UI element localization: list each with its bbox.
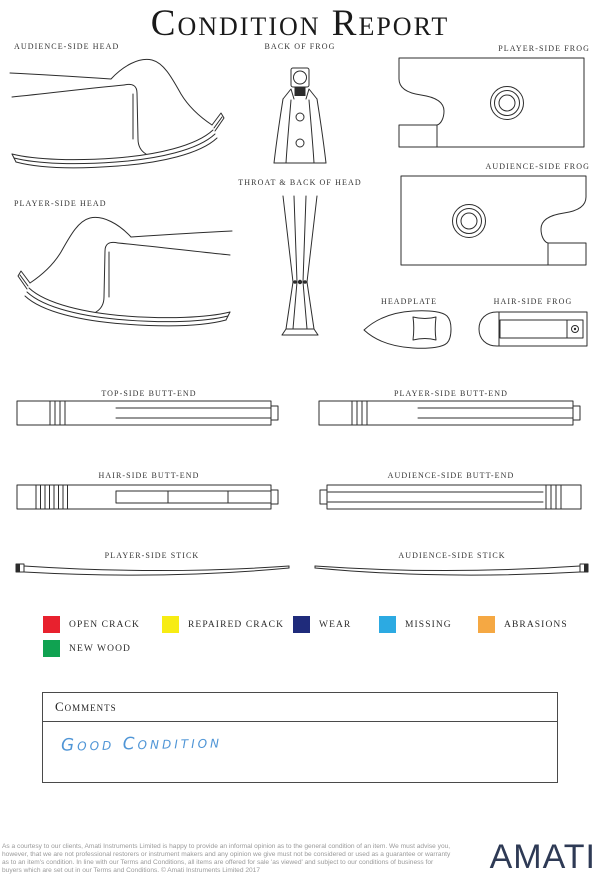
player-side-head-label: PLAYER-SIDE HEAD <box>14 199 107 208</box>
legend-item-wear <box>293 616 351 633</box>
new-wood-swatch <box>43 640 60 657</box>
frog-pin-eye <box>296 139 304 147</box>
hair-side-frog-label: HAIR-SIDE FROG <box>493 297 573 306</box>
legend-item-new-wood <box>43 640 131 657</box>
missing-swatch <box>379 616 396 633</box>
frog-eye <box>453 205 486 238</box>
audience-side-frog-label: AUDIENCE-SIDE FROG <box>485 162 590 171</box>
hair-side-butt-end-label: HAIR-SIDE BUTT-END <box>98 471 200 480</box>
comments-box <box>42 692 558 783</box>
player-side-frog-diagram <box>395 55 590 150</box>
amati-logo: AMATI <box>489 838 596 876</box>
frog-eye <box>491 87 524 120</box>
audience-side-stick-diagram <box>314 560 590 578</box>
legend-label: ABRASIONS <box>504 619 568 630</box>
top-side-butt-end-label: TOP-SIDE BUTT-END <box>101 389 197 398</box>
legend-label: WEAR <box>319 619 352 630</box>
headplate-diagram <box>363 309 453 350</box>
headplate-label: HEADPLATE <box>380 297 438 306</box>
throat-back-of-head-diagram <box>265 192 335 342</box>
page-title: Condition Report <box>150 3 450 44</box>
player-side-stick-diagram <box>14 560 290 578</box>
audience-side-stick-label: AUDIENCE-SIDE STICK <box>398 551 506 560</box>
back-of-frog-diagram <box>268 66 332 171</box>
player-side-frog-label: PLAYER-SIDE FROG <box>498 44 590 53</box>
player-side-butt-end-label: PLAYER-SIDE BUTT-END <box>393 389 509 398</box>
wear-swatch <box>293 616 310 633</box>
legend-item-abrasions <box>478 616 568 633</box>
throat-back-of-head-label: THROAT & BACK OF HEAD <box>238 178 362 187</box>
abrasions-swatch <box>478 616 495 633</box>
legend-label: NEW WOOD <box>69 643 132 654</box>
legend-label: MISSING <box>405 619 452 630</box>
open-crack-swatch <box>43 616 60 633</box>
frog-pin-eye <box>296 113 304 121</box>
player-side-head-diagram <box>6 210 236 335</box>
audience-side-butt-end-label: AUDIENCE-SIDE BUTT-END <box>387 471 515 480</box>
legend-item-repaired-crack <box>162 616 284 633</box>
audience-side-frog-diagram <box>395 173 590 268</box>
player-side-stick-label: PLAYER-SIDE STICK <box>104 551 200 560</box>
comments-field[interactable] <box>43 722 557 782</box>
legend-label: OPEN CRACK <box>69 619 140 630</box>
hair-side-butt-end-diagram <box>16 484 280 510</box>
legend-label: REPAIRED CRACK <box>188 619 285 630</box>
audience-side-butt-end-diagram <box>318 484 582 510</box>
disclaimer-text: As a courtesy to our clients, Amati Instruments Limited is happy to provide an informal opinion as to the general condition of an item. We must advise you, however, that we are not professional restorers or instrument makers and any opinion we give must not be considered or used as a guarantee or warranty as to an item's condition. In line with our Terms and Conditions, all items are offered for sale 'as viewed' and subject to our conditions of business for buyers which are set out in our Terms and Conditions. © Amati Instruments Limited 2017 <box>2 843 451 874</box>
player-side-butt-end-diagram <box>318 400 582 426</box>
top-side-butt-end-diagram <box>16 400 280 426</box>
audience-side-head-label: AUDIENCE-SIDE HEAD <box>14 42 120 51</box>
comments-header: Comments <box>43 693 557 722</box>
back-of-frog-label: BACK OF FROG <box>264 42 336 51</box>
legend-item-open-crack <box>43 616 140 633</box>
hair-side-frog-diagram <box>477 311 589 347</box>
repaired-crack-swatch <box>162 616 179 633</box>
legend-item-missing <box>379 616 452 633</box>
audience-side-head-diagram <box>6 52 236 177</box>
comments-handwritten-value: Good Condition <box>60 732 223 756</box>
